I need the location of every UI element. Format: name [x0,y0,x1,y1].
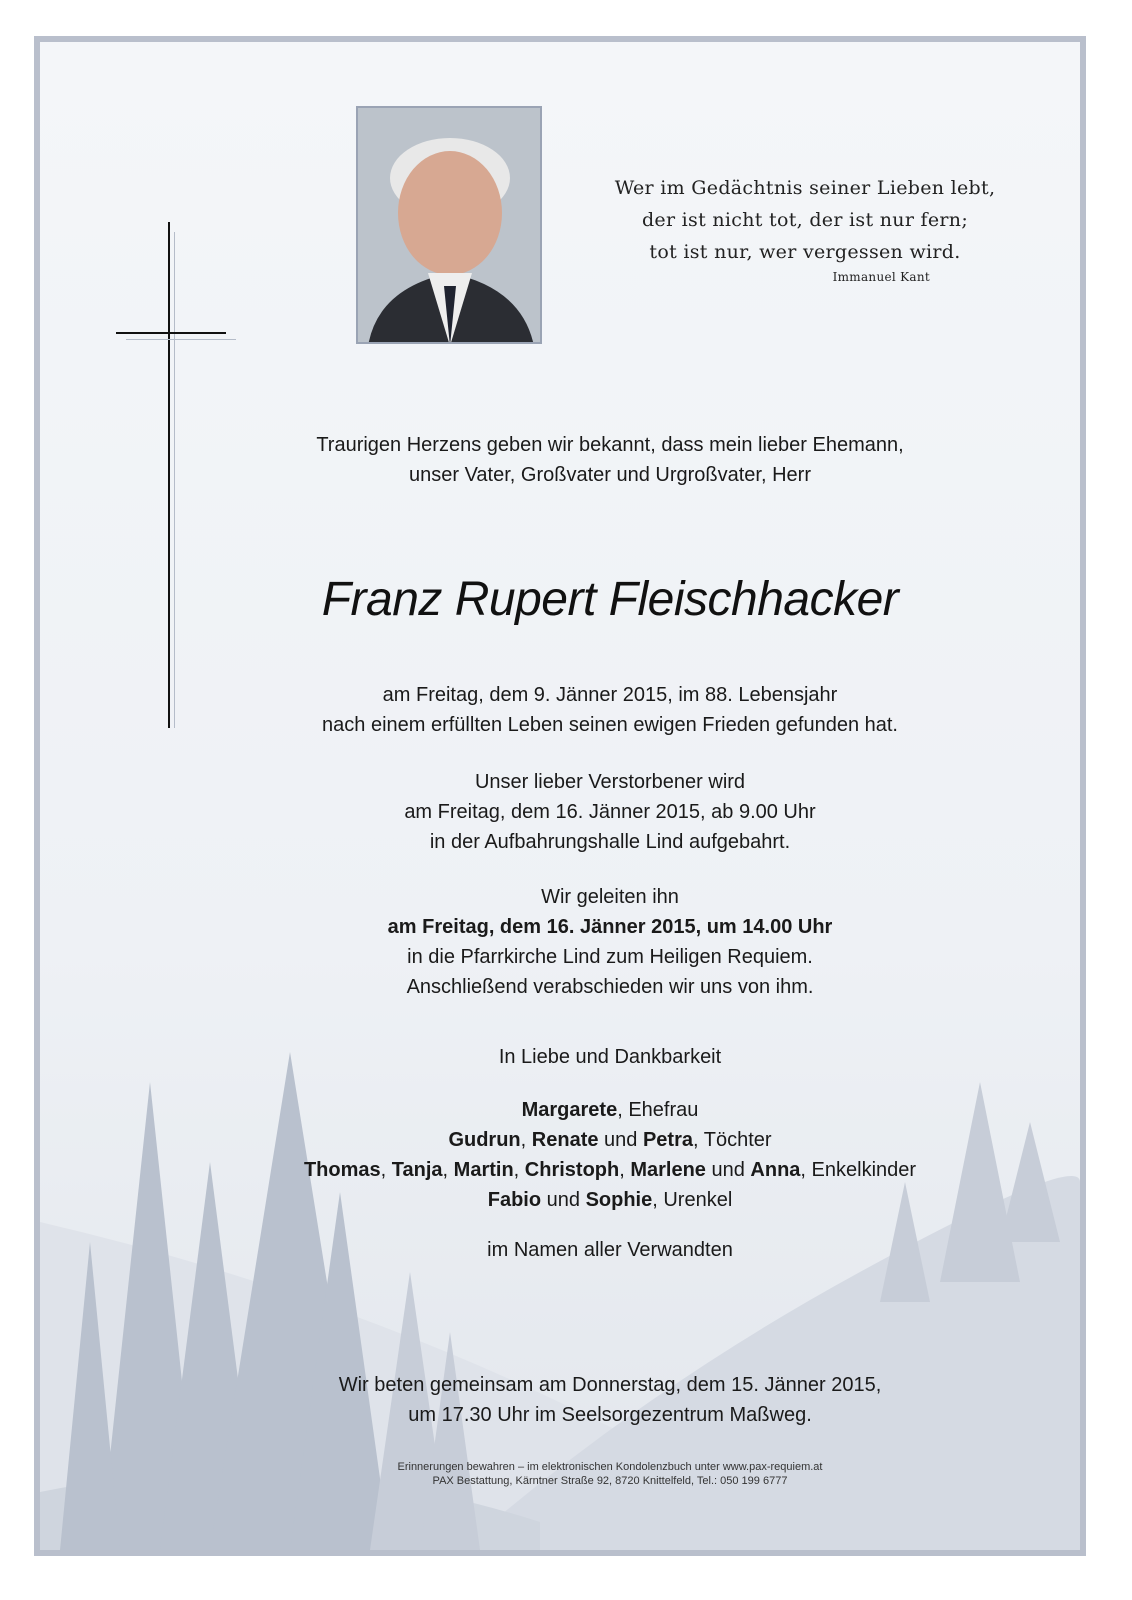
mourner-name: Fabio [487,1189,542,1211]
mourner-row [190,1125,1030,1155]
mourner-name: Christoph [524,1159,620,1181]
quote-block [600,172,1010,286]
separator: , [380,1159,392,1181]
mourner-name: Renate [531,1129,599,1151]
mourner-row [190,1185,1030,1215]
mourner-row [190,1155,1030,1185]
mourner-name: Martin [453,1159,514,1181]
death-line: nach einem erfüllten Leben seinen ewigen Frieden gefunden hat. [322,714,898,736]
mourner-name: Petra [642,1129,693,1151]
intro-line: Traurigen Herzens geben wir bekannt, dass mein lieber Ehemann, [316,434,904,456]
separator: und [541,1189,586,1211]
mourner-name: Marlene [630,1159,706,1181]
separator: , [619,1159,631,1181]
separator: , [520,1129,532,1151]
intro-line: unser Vater, Großvater und Urgroßvater, Herr [408,464,811,486]
quote-line: Wer im Gedächtnis seiner Lieben lebt, [614,177,996,199]
notice-frame [34,36,1086,1556]
mourner-name: Gudrun [448,1129,521,1151]
cross-shadow-horizontal [126,339,236,340]
quote-line: der ist nicht tot, der ist nur fern; [641,209,969,231]
mourner-name: Tanja [391,1159,443,1181]
viewing-line: am Freitag, dem 16. Jänner 2015, ab 9.00 Uhr [404,801,816,823]
separator: und [705,1159,751,1181]
death-line: am Freitag, dem 9. Jänner 2015, im 88. Lebensjahr [382,684,838,706]
separator: und [598,1129,643,1151]
portrait-photo [356,106,542,344]
quote-author: Immanuel Kant [832,270,930,284]
viewing-line: Unser lieber Verstorbener wird [474,771,746,793]
mourner-name: Thomas [303,1159,381,1181]
cross-horizontal-bar [116,332,226,334]
mourner-name: Sophie [585,1189,653,1211]
funeral-line: in die Pfarrkirche Lind zum Heiligen Requiem. [407,946,813,968]
footer-text [190,1460,1030,1488]
funeral-line: Wir geleiten ihn [541,886,679,908]
mourner-name: Margarete [521,1099,618,1121]
deceased-name: Franz Rupert Fleischhacker [321,573,899,626]
funeral-line: Anschließend verabschieden wir uns von ihm. [406,976,814,998]
cross-vertical-bar [168,222,170,728]
mourner-name: Anna [750,1159,801,1181]
prayer-line: Wir beten gemeinsam am Donnerstag, dem 15. Jänner 2015, [338,1374,882,1396]
death-text [190,680,1030,740]
mourners-heading: In Liebe und Dankbarkeit [498,1046,722,1068]
mourners-list [190,1095,1030,1215]
viewing-text [190,767,1030,857]
mourner-relation: , Ehefrau [617,1099,699,1121]
prayer-text [190,1370,1030,1430]
cross-shadow-vertical [174,232,175,728]
quote-line: tot ist nur, wer vergessen wird. [649,241,961,263]
prayer-line: um 17.30 Uhr im Seelsorgezentrum Maßweg. [408,1404,812,1426]
funeral-text [190,882,1030,1002]
mourner-relation: , Urenkel [652,1189,733,1211]
footer-line: PAX Bestattung, Kärntner Straße 92, 8720 Knittelfeld, Tel.: 050 199 6777 [432,1475,788,1487]
intro-text [190,430,1030,490]
mourner-relation: , Töchter [693,1129,772,1151]
separator: , [442,1159,454,1181]
mourner-relation: , Enkelkinder [800,1159,917,1181]
viewing-line: in der Aufbahrungshalle Lind aufgebahrt. [429,831,791,853]
mourners-closing: im Namen aller Verwandten [487,1239,733,1261]
footer-line: Erinnerungen bewahren – im elektronischen Kondolenzbuch unter www.pax-requiem.at [397,1461,823,1473]
funeral-date-line: am Freitag, dem 16. Jänner 2015, um 14.00 Uhr [387,916,833,938]
mourner-row [190,1095,1030,1125]
separator: , [513,1159,525,1181]
